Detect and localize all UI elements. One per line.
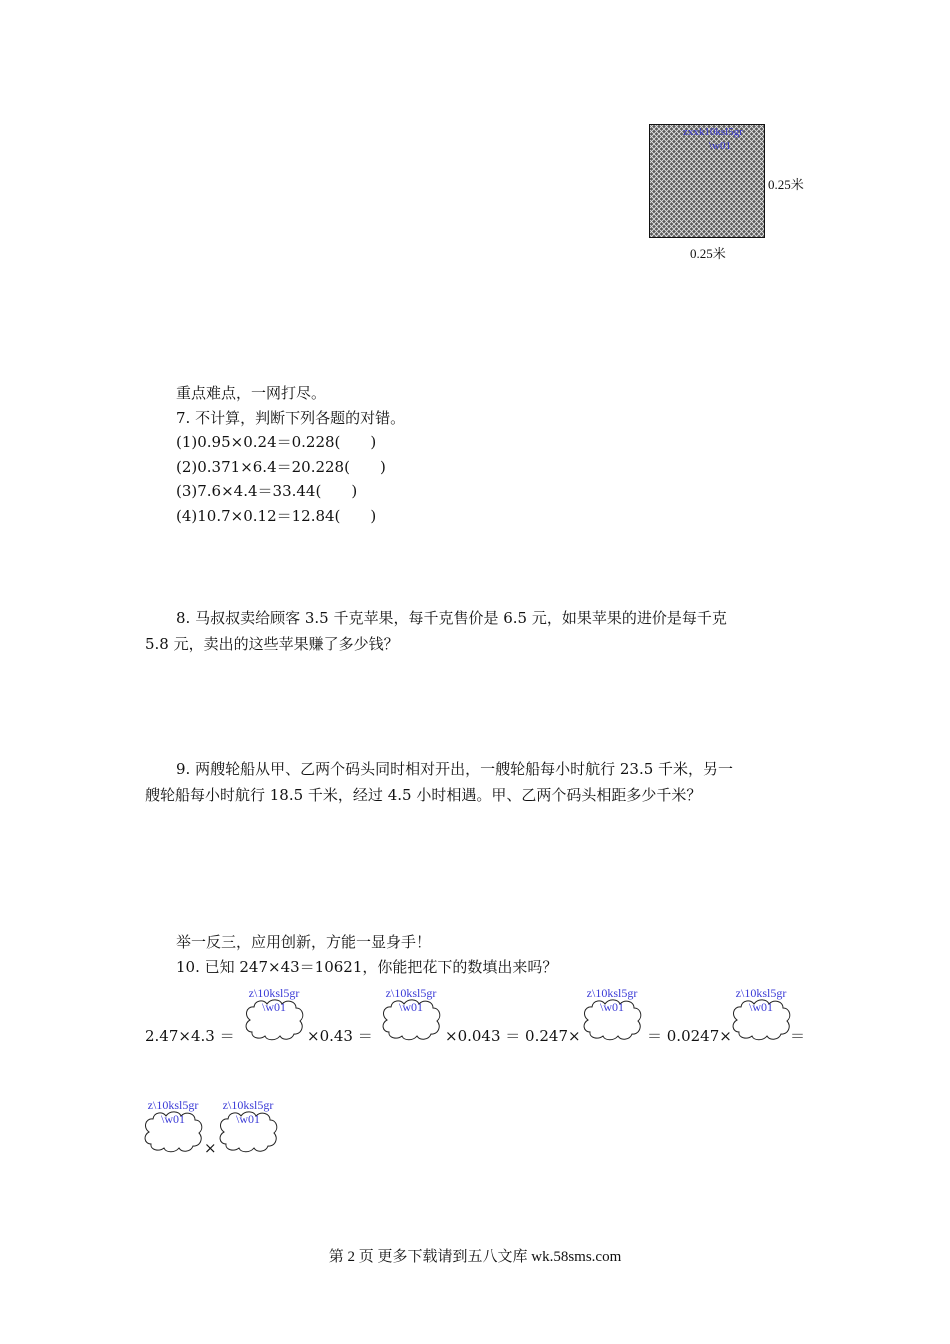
section-heading-1: 重点难点，一网打尽。 [176, 384, 327, 402]
q7-title: 7. 不计算，判断下列各题的对错。 [176, 409, 406, 427]
q10-expr-mid2: ×0.043 ＝ 0.247× [445, 1027, 581, 1045]
flower-blank-1 [242, 986, 306, 1040]
flower-3-text: z\10ksl5gr [586, 986, 638, 1000]
flower-2-text: z\10ksl5gr [385, 986, 437, 1000]
square-figure [649, 124, 765, 238]
q10-expr-times: × [204, 1139, 217, 1157]
watermark-text: zxxk10ksl5gr [683, 126, 743, 138]
flower-4-text-2: \w01 [749, 1000, 773, 1014]
side-length-label: 0.25米 [768, 177, 804, 192]
q9-line-2: 艘轮船每小时航行 18.5 千米，经过 4.5 小时相遇。甲、乙两个码头相距多少千米？ [145, 786, 702, 804]
flower-1-text-2: \w01 [262, 1000, 286, 1014]
flower-blank-4 [729, 986, 793, 1040]
flower-2-text-2: \w01 [399, 1000, 423, 1014]
flower-5-text: z\10ksl5gr [147, 1098, 199, 1112]
q8-line-1: 8. 马叔叔卖给顾客 3.5 千克苹果，每千克售价是 6.5 元，如果苹果的进价是每千克 [176, 609, 727, 627]
q7-item-3: (3)7.6×4.4＝33.44( ) [176, 482, 358, 500]
flower-4-text: z\10ksl5gr [735, 986, 787, 1000]
q10-expr-end: ＝ [790, 1027, 806, 1045]
watermark-text-2: \w01 [709, 140, 731, 152]
flower-3-text-2: \w01 [600, 1000, 624, 1014]
q9-line-1: 9. 两艘轮船从甲、乙两个码头同时相对开出，一艘轮船每小时航行 23.5 千米，另一 [176, 760, 734, 778]
section-heading-2: 举一反三，应用创新，方能一显身手！ [176, 933, 432, 951]
q10-title: 10. 已知 247×43＝10621，你能把花下的数填出来吗？ [176, 958, 558, 976]
bottom-length-label: 0.25米 [690, 246, 726, 261]
flower-blank-2 [379, 986, 443, 1040]
flower-1-text: z\10ksl5gr [248, 986, 300, 1000]
flower-blank-3 [580, 986, 644, 1040]
q7-item-1: (1)0.95×0.24＝0.228( ) [176, 433, 377, 451]
q10-expr-start: 2.47×4.3 ＝ [145, 1027, 235, 1045]
flower-6-text: z\10ksl5gr [222, 1098, 274, 1112]
flower-6-text-2: \w01 [236, 1112, 260, 1126]
q8-line-2: 5.8 元，卖出的这些苹果赚了多少钱？ [145, 635, 399, 653]
flower-blank-5 [141, 1098, 205, 1152]
flower-5-text-2: \w01 [161, 1112, 185, 1126]
q10-expr-mid1: ×0.43 ＝ [307, 1027, 373, 1045]
q7-item-2: (2)0.371×6.4＝20.228( ) [176, 458, 386, 476]
q10-expr-mid3: ＝ 0.0247× [647, 1027, 732, 1045]
flower-blank-6 [216, 1098, 280, 1152]
q7-item-4: (4)10.7×0.12＝12.84( ) [176, 507, 377, 525]
page-footer: 第 2 页 更多下载请到五八文库 wk.58sms.com [328, 1249, 622, 1265]
hatched-square [649, 124, 765, 238]
